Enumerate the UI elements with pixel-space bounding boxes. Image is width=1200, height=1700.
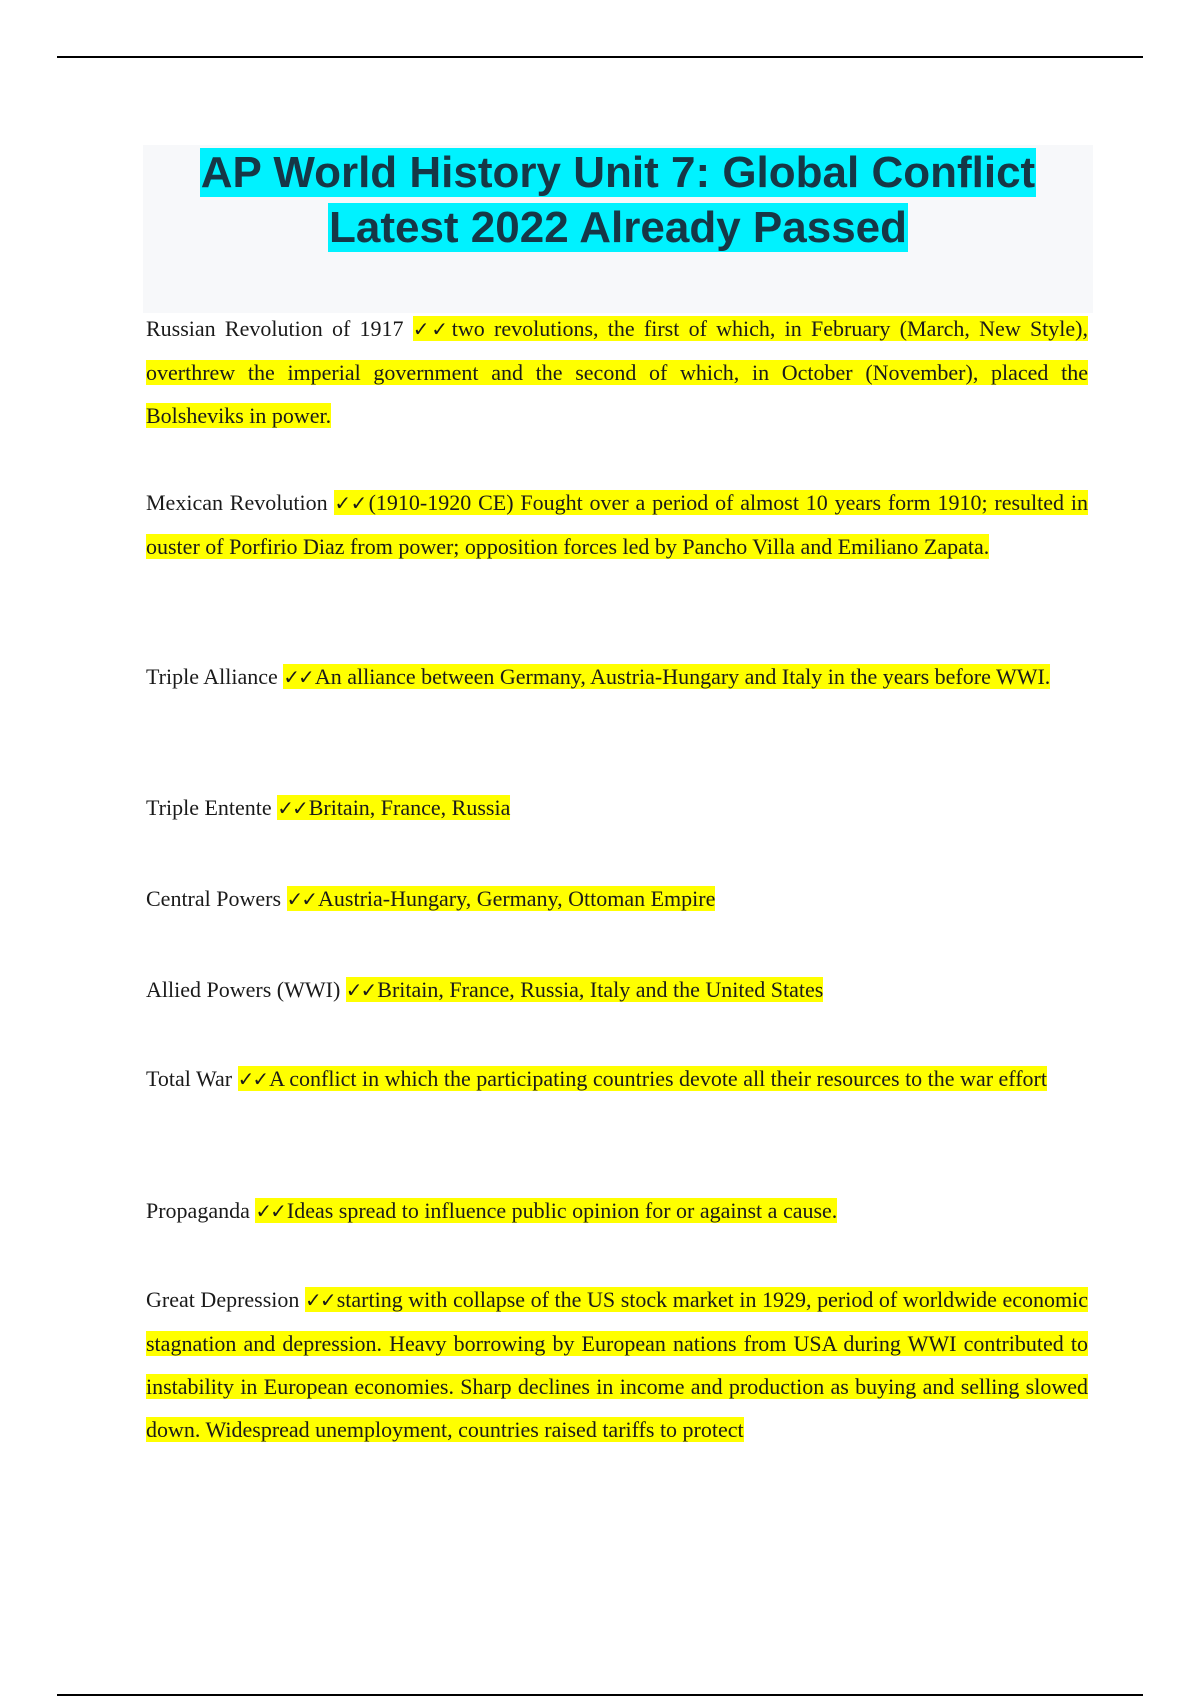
double-check-icon: ✓✓ (412, 317, 450, 341)
entry-great-depression (146, 1278, 1088, 1451)
entry-russian-revolution (146, 307, 1088, 437)
entry-definition: Britain, France, Russia, Italy and the United States (377, 977, 824, 1002)
entry-term: Triple Entente (146, 795, 272, 820)
entry-central-powers (146, 877, 1088, 921)
entry-definition-highlight (238, 1066, 1047, 1091)
bottom-rule (57, 1694, 1143, 1696)
entry-definition-highlight (346, 977, 824, 1002)
entry-term: Triple Alliance (146, 664, 278, 689)
entry-definition-highlight (277, 795, 510, 820)
page-title (143, 145, 1093, 255)
double-check-icon: ✓✓ (255, 1199, 285, 1223)
entry-term: Allied Powers (WWI) (146, 977, 341, 1002)
entry-definition: A conflict in which the participating countries devote all their resources to the war effort (269, 1066, 1047, 1091)
title-block (143, 145, 1093, 313)
entry-definition: Austria-Hungary, Germany, Ottoman Empire (318, 886, 716, 911)
double-check-icon: ✓✓ (286, 887, 317, 911)
entry-total-war (146, 1057, 1088, 1101)
double-check-icon: ✓✓ (277, 796, 307, 820)
entry-definition-highlight (283, 664, 1050, 689)
double-check-icon: ✓✓ (305, 1288, 335, 1312)
entry-definition: An alliance between Germany, Austria-Hungary and Italy in the years before WWI. (314, 664, 1051, 689)
entry-definition-highlight (287, 886, 716, 911)
entry-allied-powers (146, 968, 1088, 1012)
title-line-2: Latest 2022 Already Passed (328, 203, 908, 252)
entry-triple-entente (146, 786, 1088, 830)
entry-definition: (1910-1920 CE) Fought over a period of almost 10 years form 1910; resulted in ouster of Porfirio Diaz from power; opposition forces led by Pancho Villa and Emiliano Zapata. (146, 490, 1088, 559)
title-line-1: AP World History Unit 7: Global Conflict (200, 148, 1036, 197)
entry-term: Propaganda (146, 1198, 250, 1223)
double-check-icon: ✓✓ (345, 978, 376, 1002)
entry-term: Total War (146, 1066, 233, 1091)
entry-term: Mexican Revolution (146, 490, 328, 515)
top-rule (57, 56, 1143, 58)
entry-term: Great Depression (146, 1287, 300, 1312)
entry-definition: Britain, France, Russia (308, 795, 511, 820)
entry-definition-highlight (255, 1198, 837, 1223)
entry-propaganda (146, 1189, 1088, 1233)
entry-definition: starting with collapse of the US stock market in 1929, period of worldwide economic stagnation and depression. Heavy borrowing by European nations from USA during WWI contributed to instability in European economies. Sharp declines in income and production as buying and selling slowed down. Widespread unemployment, countries raised tariffs to protect (146, 1287, 1089, 1442)
double-check-icon: ✓✓ (334, 491, 367, 515)
double-check-icon: ✓✓ (237, 1067, 268, 1091)
entry-mexican-revolution (146, 481, 1088, 568)
double-check-icon: ✓✓ (283, 665, 313, 689)
entry-definition: two revolutions, the first of which, in February (March, New Style), overthrew the imperial government and the second of which, in October (November), placed the Bolsheviks in power. (146, 316, 1089, 428)
entry-term: Central Powers (146, 886, 282, 911)
entry-triple-alliance (146, 655, 1088, 699)
entry-definition: Ideas spread to influence public opinion for or against a cause. (286, 1198, 838, 1223)
entry-term: Russian Revolution of 1917 (146, 316, 404, 341)
